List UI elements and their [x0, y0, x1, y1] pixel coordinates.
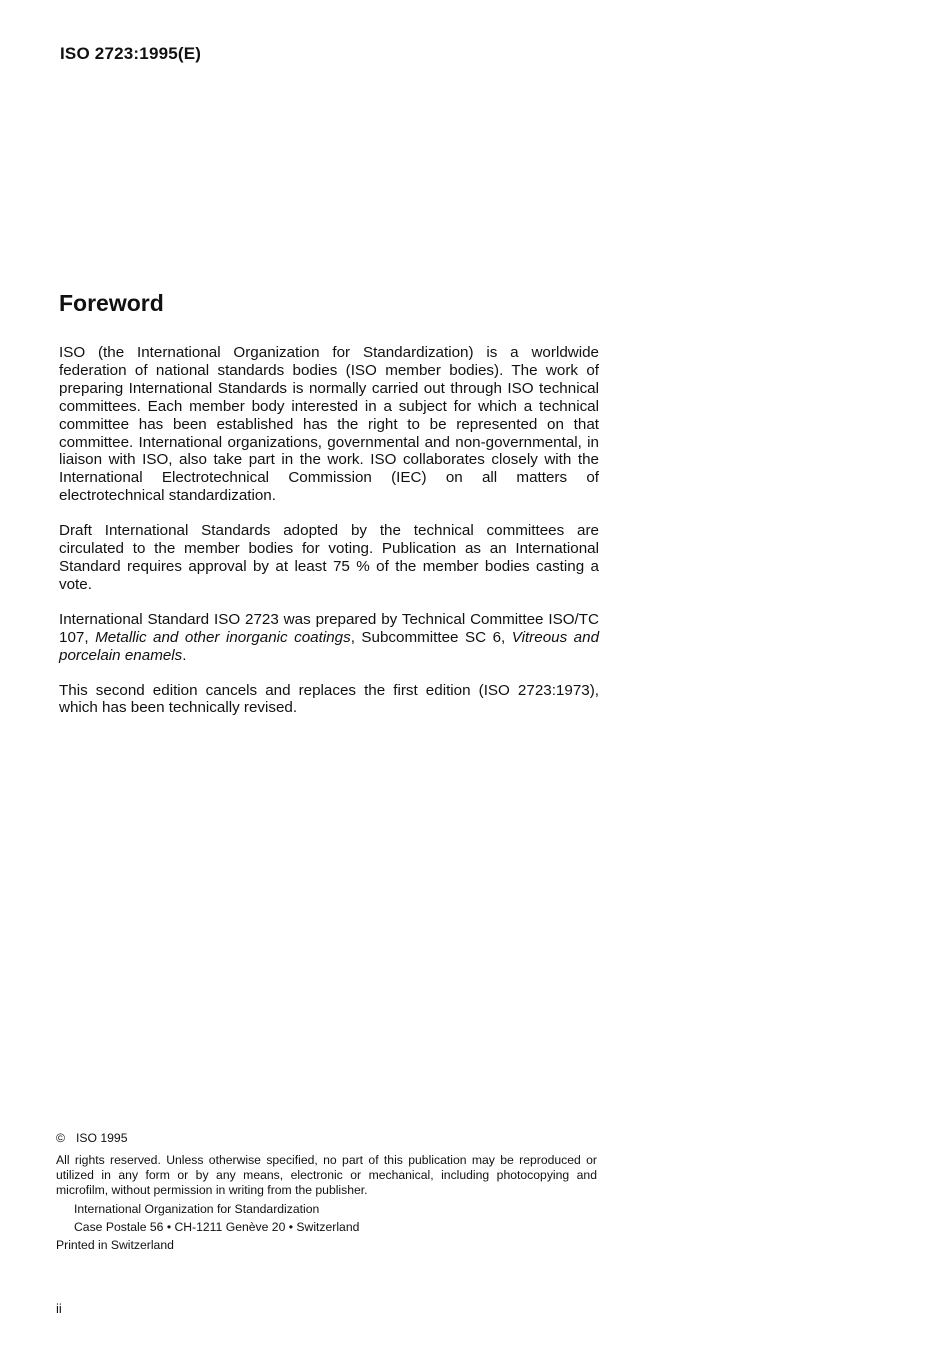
foreword-body — [59, 344, 599, 734]
foreword-paragraph-1: ISO (the International Organization for Standardization) is a worldwide federation of national standards bodies (ISO member bodies). The work of preparing International Standards is normally carried out through ISO technical committees. Each member body interested in a subject for which a technical committee has been established has the right to be represented on that committee. International organizations, governmental and non-governmental, in liaison with ISO, also take part in the work. ISO collaborates closely with the International Electrotechnical Commission (IEC) on all matters of electrotechnical standardization. — [59, 344, 599, 505]
foreword-paragraph-3 — [59, 611, 599, 665]
copyright-block — [56, 1131, 597, 1253]
publisher-address-line-1: International Organization for Standardization — [74, 1202, 320, 1216]
printed-location: Printed in Switzerland — [56, 1238, 174, 1252]
copyright-holder: ISO 1995 — [76, 1131, 128, 1145]
copyright-symbol: © — [56, 1131, 65, 1145]
committee-title: Metallic and other inorganic coatings — [95, 628, 351, 646]
foreword-title: Foreword — [59, 290, 164, 316]
paragraph-3-middle: , Subcommittee SC 6, — [350, 628, 512, 646]
foreword-paragraph-4: This second edition cancels and replaces the first edition (ISO 2723:1973), which has been technically revised. — [59, 681, 599, 717]
page-number: ii — [56, 1301, 62, 1316]
rights-notice: All rights reserved. Unless otherwise specified, no part of this publication may be reproduced or utilized in any form or by any means, electronic or mechanical, including photocopying and microfilm, without permission in writing from the publisher. — [56, 1153, 597, 1197]
paragraph-3-end: . — [182, 646, 187, 664]
copyright-line — [56, 1131, 597, 1146]
foreword-paragraph-2: Draft International Standards adopted by the technical committees are circulated to the member bodies for voting. Publication as an International Standard requires approval by at least 75 % of the member bodies casting a vote. — [59, 522, 599, 593]
paragraph-3-lead: International Standard ISO 2723 was prepared by Technical Committee ISO/TC 107, — [59, 610, 599, 646]
publisher-address-line-2: Case Postale 56 • CH-1211 Genève 20 • Switzerland — [74, 1220, 360, 1234]
subcommittee-title: Vitreous and porcelain enamels — [59, 628, 600, 664]
document-id: ISO 2723:1995(E) — [60, 44, 202, 63]
